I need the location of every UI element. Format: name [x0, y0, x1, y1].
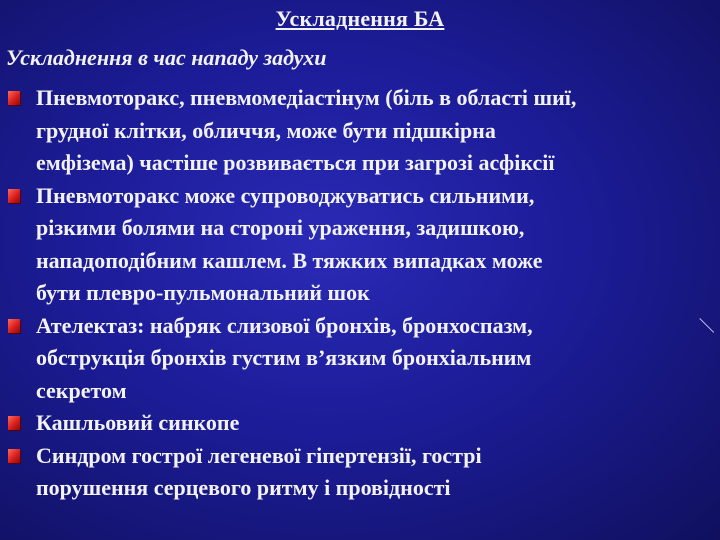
bullet-line: секретом [36, 377, 127, 403]
bullet-line: різкими болями на стороні ураження, задишкою, [36, 215, 525, 240]
slide-title: Ускладнення БА [275, 6, 445, 31]
square-bullet-icon [8, 91, 20, 105]
square-bullet-icon [8, 449, 20, 463]
bullet-line: Ателектаз: набряк слизової бронхів, бронхоспазм, [36, 312, 533, 338]
slide-subtitle: Ускладнення в час нападу задухи [6, 45, 327, 70]
bullet-line: Синдром гострої легеневої гіпертензії, гострі [36, 442, 482, 468]
bullet-line: грудної клітки, обличчя, може бути підшкірна [36, 117, 496, 143]
bullet-item-2 [8, 180, 708, 310]
square-bullet-icon [8, 189, 20, 203]
bullet-line: бути плевро-пульмональний шок [36, 280, 370, 305]
bullet-item-5 [8, 440, 708, 505]
bullet-line: порушення серцевого ритму і провідності [36, 475, 451, 500]
bullet-line: Кашльовий синкопе [36, 410, 240, 435]
bullet-item-3 [8, 310, 708, 408]
bullet-list [8, 82, 708, 505]
bullet-line: Пневмоторакс, пневмомедіастінум (біль в області шиї, [36, 85, 577, 110]
bullet-item-1 [8, 82, 708, 180]
square-bullet-icon [8, 416, 20, 430]
bullet-line: емфізема) частіше розвивається при загрозі асфіксії [36, 150, 555, 175]
square-bullet-icon [8, 319, 20, 333]
bullet-item-4 [8, 407, 708, 440]
bullet-line: нападоподібним кашлем. В тяжких випадках може [36, 247, 543, 273]
bullet-line: обструкція бронхів густим в’язким бронхіальним [36, 345, 532, 370]
bullet-line: Пневмоторакс може супроводжуватись сильними, [36, 182, 535, 208]
